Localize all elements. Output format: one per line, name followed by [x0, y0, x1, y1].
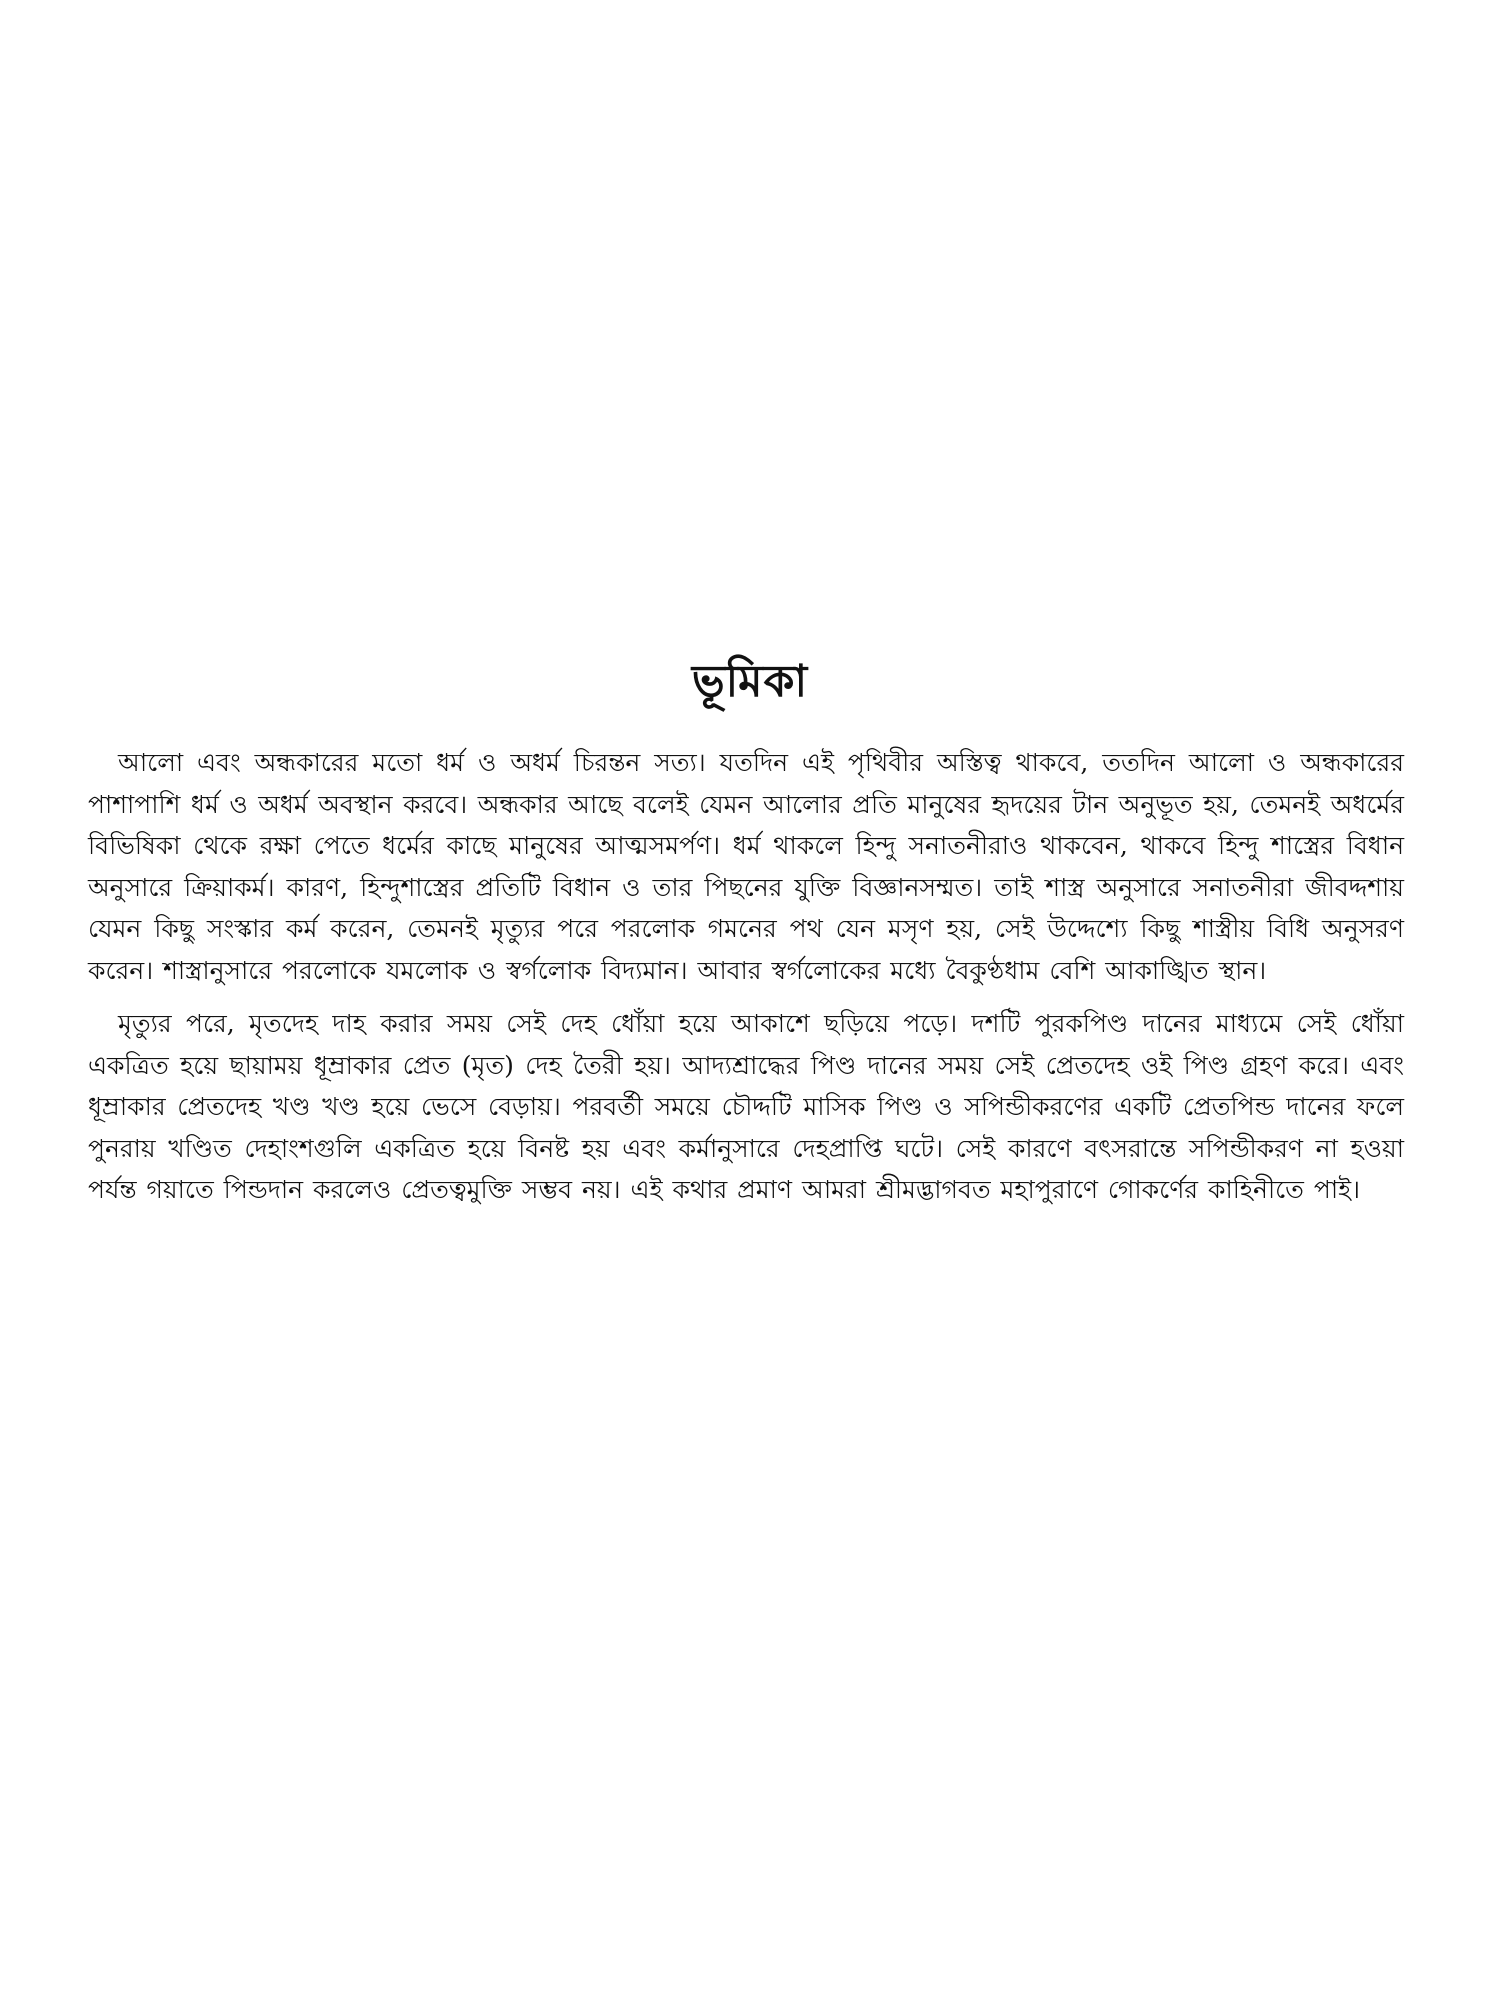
document-title: ভূমিকা [691, 656, 809, 707]
paragraph-2: মৃত্যুর পরে, মৃতদেহ দাহ করার সময় সেই দেহ ধোঁয়া হয়ে আকাশে ছড়িয়ে পড়ে। দশটি পুরকপিণ্ড দানের মাধ্যমে সেই ধোঁয়া একত্রিত হয়ে ছায়াময় ধূম্রাকার প্রেত (মৃত) দেহ তৈরী হয়। আদ্যশ্রাদ্ধের পিণ্ড দানের সময় সেই প্রেতদেহ ওই পিণ্ড গ্রহণ করে। এবং ধূম্রাকার প্রেতদেহ খণ্ড খণ্ড হয়ে ভেসে বেড়ায়। পরবর্তী সময়ে চৌদ্দটি মাসিক পিণ্ড ও সপিন্ডীকরণের একটি প্রেতপিন্ড দানের ফলে পুনরায় খণ্ডিত দেহাংশগুলি একত্রিত হয়ে বিনষ্ট হয় এবং কর্মানুসারে দেহপ্রাপ্তি ঘটে। সেই কারণে বৎসরান্তে সপিন্ডীকরণ না হওয়া পর্যন্ত গয়াতে পিন্ডদান করলেও প্রেতত্বমুক্তি সম্ভব নয়। এই কথার প্রমাণ আমরা শ্রীমদ্ভাগবত মহাপুরাণে গোকর্ণের কাহিনীতে পাই। [88, 1009, 1404, 1204]
document-body [88, 742, 1404, 1211]
paragraph-1: আলো এবং অন্ধকারের মতো ধর্ম ও অধর্ম চিরন্তন সত্য। যতদিন এই পৃথিবীর অস্তিত্ব থাকবে, ততদিন আলো ও অন্ধকারের পাশাপাশি ধর্ম ও অধর্ম অবস্থান করবে। অন্ধকার আছে বলেই যেমন আলোর প্রতি মানুষের হৃদয়ের টান অনুভূত হয়, তেমনই অধর্মের বিভিষিকা থেকে রক্ষা পেতে ধর্মের কাছে মানুষের আত্মসমর্পণ। ধর্ম থাকলে হিন্দু সনাতনীরাও থাকবেন, থাকবে হিন্দু শাস্ত্রের বিধান অনুসারে ক্রিয়াকর্ম। কারণ, হিন্দুশাস্ত্রের প্রতিটি বিধান ও তার পিছনের যুক্তি বিজ্ঞানসম্মত। তাই শাস্ত্র অনুসারে সনাতনীরা জীবদ্দশায় যেমন কিছু সংস্কার কর্ম করেন, তেমনই মৃত্যুর পরে পরলোক গমনের পথ যেন মসৃণ হয়, সেই উদ্দেশ্যে কিছু শাস্ত্রীয় বিধি অনুসরণ করেন। শাস্ত্রানুসারে পরলোকে যমলোক ও স্বর্গলোক বিদ্যমান। আবার স্বর্গলোকের মধ্যে বৈকুণ্ঠধাম বেশি আকাঙ্খিত স্থান। [88, 748, 1404, 985]
